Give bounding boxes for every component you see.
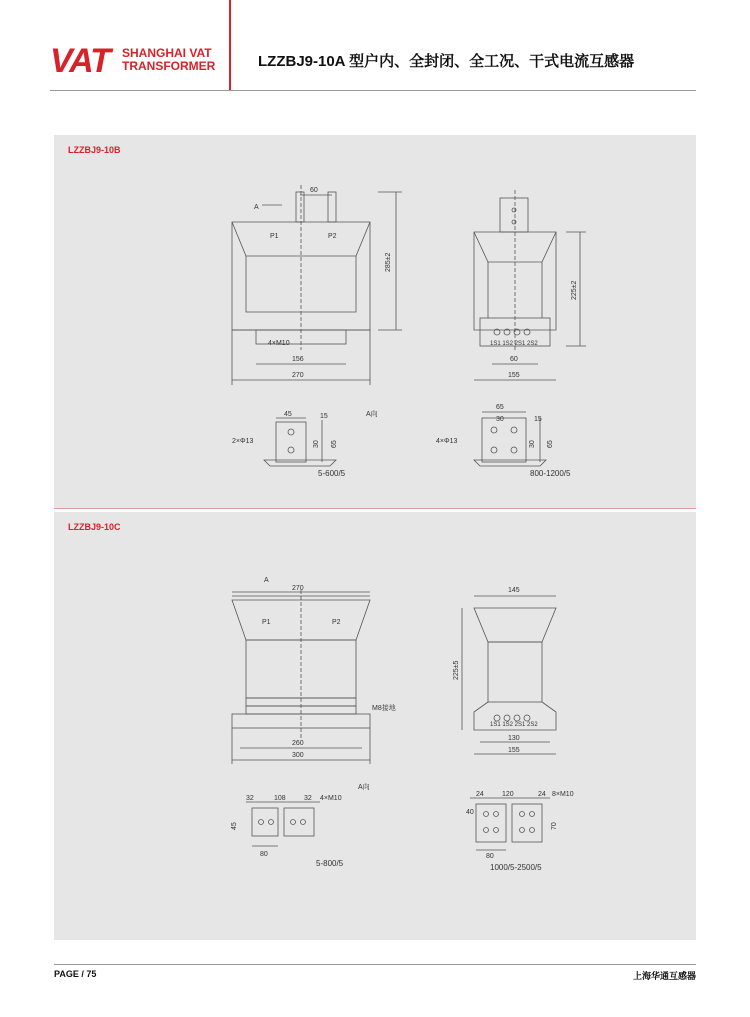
- logo-line-2: TRANSFORMER: [122, 59, 216, 73]
- b-front-dir: A: [254, 204, 259, 211]
- page-title: LZZBJ9-10A 型户内、全封闭、全工况、干式电流互感器: [258, 53, 635, 70]
- b-d1-ratio: 5-600/5: [318, 469, 346, 478]
- c-d2-ratio: 1000/5-2500/5: [490, 863, 542, 872]
- c-d1-bolt: 4×M10: [320, 795, 342, 802]
- b-d1-dim-d: 65: [331, 440, 338, 448]
- b-side-view: [474, 190, 586, 380]
- b-d2-ratio: 800-1200/5: [530, 469, 571, 478]
- c-d1-d4: 45: [231, 822, 238, 830]
- c-side-dim-inner: 130: [508, 735, 520, 742]
- c-d1-d2: 108: [274, 795, 286, 802]
- b-front-bolt: 4×M10: [268, 340, 290, 347]
- c-detail-2: [470, 798, 550, 850]
- c-side-dim-height: 225±5: [453, 660, 460, 680]
- c-d1-d1: 32: [246, 795, 254, 802]
- b-d1-dim-c: 30: [313, 440, 320, 448]
- b-d1-view: A向: [366, 411, 378, 418]
- c-front-dim-top: 270: [292, 585, 304, 592]
- b-front-dim-top: 60: [310, 187, 318, 194]
- c-d2-d1: 24: [476, 791, 484, 798]
- c-front-ground: M8接地: [372, 705, 396, 712]
- b-front-view: [232, 185, 402, 385]
- footer-company: 上海华通互感器: [632, 971, 696, 981]
- c-d1-view: A向: [358, 784, 370, 791]
- b-detail-1: [264, 418, 336, 466]
- c-d2-d5: 70: [551, 822, 558, 830]
- c-d1-ratio: 5-800/5: [316, 859, 344, 868]
- c-side-terminals: 1S1 1S2 2S1 2S2: [490, 722, 538, 728]
- c-d2-d2: 120: [502, 791, 514, 798]
- b-front-p1: P1: [270, 233, 279, 240]
- page-number: PAGE / 75: [54, 969, 97, 979]
- b-front-dim-inner: 156: [292, 356, 304, 363]
- b-side-dim-inner: 60: [510, 356, 518, 363]
- footer-rule: [54, 964, 696, 965]
- b-side-dim-width: 155: [508, 372, 520, 379]
- panel-b-label: LZZBJ9-10B: [68, 145, 121, 155]
- c-front-dim-width: 300: [292, 752, 304, 759]
- logo-line-1: SHANGHAI VAT: [122, 46, 212, 60]
- b-d2-dim-b: 30: [496, 416, 504, 423]
- b-d1-dim-b: 15: [320, 413, 328, 420]
- b-side-dim-height: 225±2: [571, 280, 578, 300]
- c-d2-d4: 40: [466, 809, 474, 816]
- panel-c-label: LZZBJ9-10C: [68, 522, 121, 532]
- c-front-p2: P2: [332, 619, 341, 626]
- b-d2-dim-c: 15: [534, 416, 542, 423]
- c-detail-1: [246, 802, 320, 846]
- logo-mark: VAT: [50, 42, 110, 80]
- c-side-dim-top: 145: [508, 587, 520, 594]
- c-d1-d3: 32: [304, 795, 312, 802]
- b-front-dim-width: 270: [292, 372, 304, 379]
- b-front-p2: P2: [328, 233, 337, 240]
- b-d1-dim-a: 45: [284, 411, 292, 418]
- b-d2-hole: 4×Φ13: [436, 438, 458, 445]
- c-side-dim-width: 155: [508, 747, 520, 754]
- c-d2-bolt: 8×M10: [552, 791, 574, 798]
- c-front-p1: P1: [262, 619, 271, 626]
- c-front-dim-inner: 260: [292, 740, 304, 747]
- c-side-view: [462, 596, 556, 754]
- c-front-view: [232, 590, 370, 764]
- b-d2-dim-a: 65: [496, 404, 504, 411]
- c-front-dir: A: [264, 577, 269, 584]
- c-d2-d3: 24: [538, 791, 546, 798]
- c-d2-d6: 80: [486, 853, 494, 860]
- b-d2-dim-e: 65: [547, 440, 554, 448]
- b-d2-dim-d: 30: [529, 440, 536, 448]
- b-side-terminals: 1S1 1S2 2S1 2S2: [490, 341, 538, 347]
- b-d1-hole: 2×Φ13: [232, 438, 254, 445]
- b-front-dim-height: 285±2: [385, 252, 392, 272]
- c-d1-d5: 80: [260, 851, 268, 858]
